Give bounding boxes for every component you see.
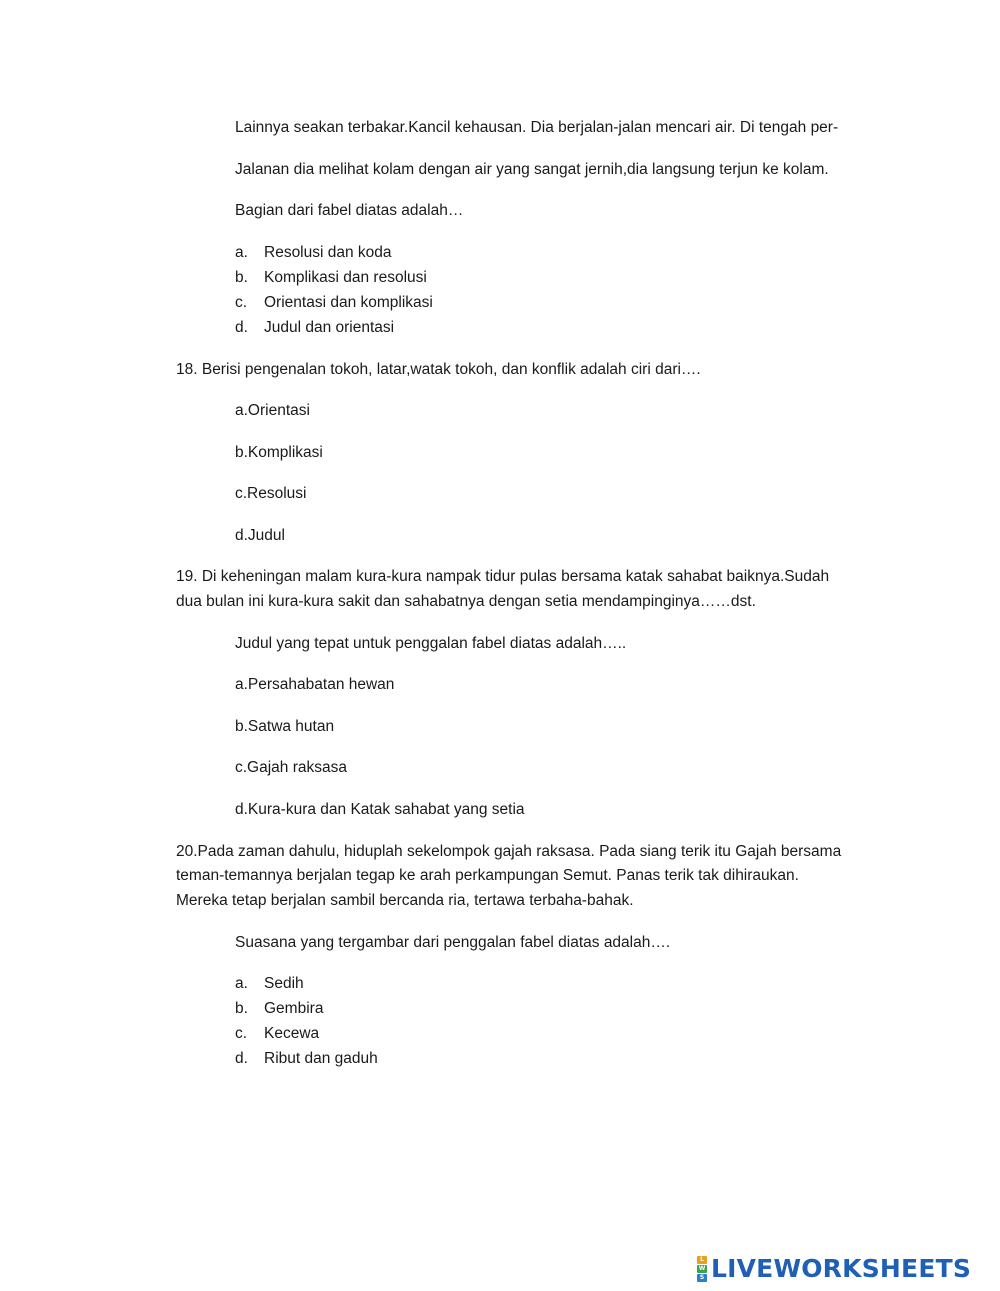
answer-option[interactable] [235,293,433,313]
liveworksheets-logo [697,1255,971,1283]
mark-letter: L [697,1256,707,1264]
mark-letter: S [697,1274,707,1282]
answer-option[interactable] [235,243,392,263]
question-19-line: 19. Di keheningan malam kura-kura nampak tidur pulas bersama katak sahabat baiknya.Sudah [176,568,830,585]
option-text: Ribut dan gaduh [264,1050,378,1067]
answer-option[interactable] [235,974,304,994]
passage-line: Lainnya seakan terbakar.Kancil kehausan. Dia berjalan-jalan mencari air. Di tengah per- [235,119,839,136]
answer-option[interactable] [235,1024,319,1044]
question-prompt: Bagian dari fabel diatas adalah… [235,202,464,219]
answer-option[interactable]: b.Satwa hutan [235,718,335,735]
option-text: Resolusi dan koda [264,244,392,261]
option-text: Komplikasi dan resolusi [264,269,427,286]
answer-option[interactable]: c.Gajah raksasa [235,759,347,776]
mark-letter: W [698,1265,706,1272]
liveworksheets-mark-icon [697,1256,707,1282]
question-20-line: 20.Pada zaman dahulu, hiduplah sekelompok gajah raksasa. Pada siang terik itu Gajah bersama [176,843,842,860]
option-text: Orientasi dan komplikasi [264,294,433,311]
option-marker: d. [235,1050,248,1067]
option-text: Kecewa [264,1025,320,1042]
answer-option[interactable]: b.Komplikasi [235,444,323,461]
answer-option[interactable]: d.Kura-kura dan Katak sahabat yang setia [235,801,525,818]
answer-option[interactable] [235,999,323,1019]
answer-option[interactable]: d.Judul [235,527,285,544]
option-marker: a. [235,975,248,992]
question-prompt: Suasana yang tergambar dari penggalan fabel diatas adalah…. [235,934,671,951]
option-marker: b. [235,1000,248,1017]
question-19-line: dua bulan ini kura-kura sakit dan sahabatnya dengan setia mendampinginya……dst. [176,593,756,610]
question-18: 18. Berisi pengenalan tokoh, latar,watak tokoh, dan konflik adalah ciri dari…. [176,361,701,378]
option-text: Gembira [264,1000,324,1017]
option-text: Judul dan orientasi [264,319,395,336]
question-prompt: Judul yang tepat untuk penggalan fabel diatas adalah….. [235,635,627,652]
option-marker: b. [235,269,248,286]
option-marker: d. [235,319,248,336]
question-20-line: teman-temannya berjalan tegap ke arah perkampungan Semut. Panas terik tak dihiraukan. [176,867,799,884]
answer-option[interactable] [235,318,394,338]
option-marker: c. [235,294,248,311]
question-20-line: Mereka tetap berjalan sambil bercanda ria, tertawa terbaha-bahak. [176,892,634,909]
answer-option[interactable]: c.Resolusi [235,485,307,502]
option-text: Sedih [264,975,304,992]
liveworksheets-wordmark: LIVEWORKSHEETS [711,1254,972,1283]
answer-option[interactable]: a.Persahabatan hewan [235,676,395,693]
passage-line: Jalanan dia melihat kolam dengan air yang sangat jernih,dia langsung terjun ke kolam. [235,161,829,178]
answer-option[interactable] [235,268,427,288]
answer-option[interactable]: a.Orientasi [235,402,310,419]
answer-option[interactable] [235,1049,378,1069]
option-marker: c. [235,1025,248,1042]
option-marker: a. [235,244,248,261]
